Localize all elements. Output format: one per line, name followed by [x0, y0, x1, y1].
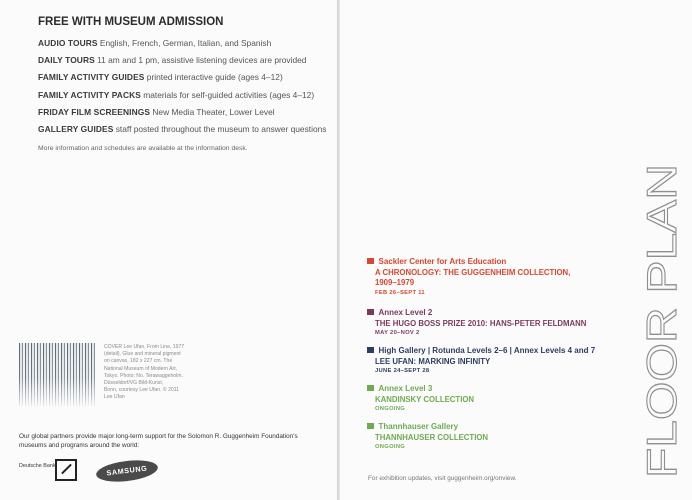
admission-item-label: FRIDAY FILM SCREENINGS	[38, 106, 151, 117]
admission-list	[38, 38, 334, 141]
cover-credit-line: on canvas, 182 x 227 cm. The	[104, 358, 173, 365]
cover-credit-line: (detail). Glue and mineral pigment	[104, 351, 181, 358]
admission-item-label: FAMILY ACTIVITY GUIDES	[38, 72, 145, 83]
exhibition-dates: JUNE 24–SEPT 28	[375, 368, 430, 374]
admission-item	[38, 124, 334, 135]
exhibition-title: THE HUGO BOSS PRIZE 2010: HANS-PETER FELDMANN	[375, 318, 587, 328]
exhibition-dates: ONGOING	[375, 444, 406, 450]
exhibition-title: A CHRONOLOGY: THE GUGGENHEIM COLLECTION,	[375, 267, 571, 277]
cover-credit-line: Tokyo. Photo: No. Terawaggeholm.	[104, 372, 183, 379]
exhibition-location	[368, 422, 654, 433]
exhibition-entry	[368, 346, 654, 376]
partners-text: Our global partners provide major long-term support for the Solomon R. Guggenheim Foundation's museums and programs around the world:	[19, 433, 298, 449]
exhibition-dates: ONGOING	[375, 406, 406, 412]
admission-title: FREE WITH MUSEUM ADMISSION	[38, 16, 224, 28]
cover-credit-line: Lee Ufan	[104, 394, 125, 401]
admission-item-text: printed interactive guide (ages 4–12)	[146, 72, 283, 83]
color-square-icon	[367, 258, 374, 265]
admission-item-text: New Media Theater, Lower Level	[152, 106, 275, 117]
exhibition-location-text: Sackler Center for Arts Education	[378, 257, 507, 266]
cover-credit-line: COVER Lee Ufan, From Line, 1977	[104, 344, 185, 350]
cover-credit	[104, 344, 188, 402]
admission-item	[38, 90, 334, 101]
color-square-icon	[367, 423, 374, 430]
cover-credit-line: Düsseldorf/VG Bild-Kunst,	[104, 380, 164, 387]
exhibition-update-note: For exhibition updates, visit guggenheim.org/onview.	[368, 475, 517, 482]
admission-item-label: AUDIO TOURS	[38, 38, 98, 48]
left-page	[0, 0, 338, 500]
exhibition-location	[368, 308, 654, 319]
color-square-icon	[367, 385, 374, 392]
exhibition-dates: FEB 26–SEPT 11	[375, 289, 425, 296]
admission-item	[38, 107, 334, 118]
admission-item-label: GALLERY GUIDES	[38, 123, 114, 134]
admission-item-text: 11 am and 1 pm, assistive listening devices are provided	[97, 55, 307, 66]
exhibition-title: THANNHAUSER COLLECTION	[375, 432, 489, 442]
deutsche-bank-label: Deutsche Bank	[19, 463, 56, 469]
exhibition-entry	[368, 308, 654, 338]
admission-note: More information and schedules are available at the information desk.	[38, 145, 248, 152]
exhibition-location-text: Annex Level 2	[378, 308, 433, 317]
exhibition-entry	[368, 422, 654, 452]
admission-item	[38, 72, 334, 83]
exhibition-location-text: High Gallery | Rotunda Levels 2–6 | Annex Levels 4 and 7	[378, 346, 596, 355]
admission-item	[38, 38, 334, 49]
admission-item-label: DAILY TOURS	[38, 55, 95, 66]
exhibition-title: LEE UFAN: MARKING INFINITY	[375, 356, 491, 366]
exhibition-location	[368, 346, 654, 357]
exhibition-entry	[368, 384, 654, 414]
exhibition-location-text: Thannhauser Gallery	[378, 422, 459, 431]
exhibition-location	[368, 384, 654, 395]
cover-artwork-image	[19, 343, 95, 406]
exhibition-location-text: Annex Level 3	[378, 384, 433, 393]
admission-item-text: staff posted throughout the museum to answer questions	[115, 123, 327, 134]
admission-item-label: FAMILY ACTIVITY PACKS	[38, 89, 141, 100]
cover-credit-line: Bonn, courtesy Lee Ufan. © 2011	[104, 387, 180, 394]
exhibition-title: KANDINSKY COLLECTION	[375, 394, 475, 404]
exhibition-entry	[368, 257, 654, 298]
deutsche-bank-logo-icon	[55, 459, 77, 481]
cover-credit-line: National Museum of Modern Art,	[104, 365, 178, 372]
exhibition-location	[368, 257, 654, 268]
admission-item	[38, 55, 334, 66]
exhibition-title: 1909–1979	[375, 278, 415, 287]
admission-item-text: materials for self-guided activities (ages 4–12)	[143, 89, 315, 100]
color-square-icon	[367, 309, 374, 316]
samsung-logo: SAMSUNG	[95, 457, 159, 484]
color-square-icon	[367, 347, 374, 354]
exhibition-dates: MAY 20–NOV 2	[375, 330, 420, 336]
floor-plan-title-text: FLOOR PLAN	[638, 211, 685, 478]
admission-item-text: English, French, German, Italian, and Spanish	[99, 38, 272, 48]
